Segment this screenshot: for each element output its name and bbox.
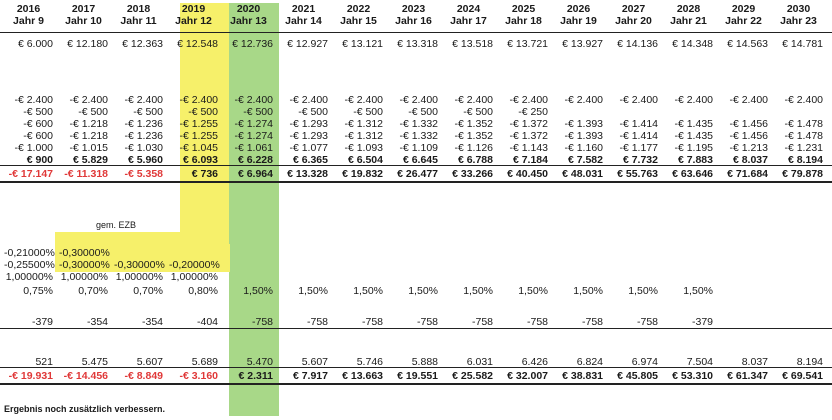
- table-cell: -€ 1.218: [69, 130, 108, 142]
- table-cell: -379: [31, 316, 53, 328]
- table-cell: -€ 1.293: [289, 118, 328, 130]
- table-cell: € 12.736: [232, 38, 273, 50]
- table-cell: -€ 1.393: [564, 130, 603, 142]
- table-cell: 2029: [731, 3, 756, 15]
- table-cell: -€ 14.456: [63, 370, 108, 382]
- table-cell: € 25.582: [452, 370, 493, 382]
- table-cell: 5.475: [81, 356, 108, 368]
- table-cell: -€ 1.231: [784, 142, 823, 154]
- table-cell: -€ 1.435: [674, 118, 713, 130]
- table-cell: 2018: [126, 3, 151, 15]
- table-cell: -€ 3.160: [179, 370, 218, 382]
- table-cell: -€ 500: [353, 106, 383, 118]
- table-cell: Jahr 9: [13, 15, 44, 27]
- table-cell: € 63.646: [672, 168, 713, 180]
- table-cell: -€ 1.177: [619, 142, 658, 154]
- table-cell: € 14.563: [727, 38, 768, 50]
- table-cell: € 26.477: [397, 168, 438, 180]
- table-cell: -€ 1.312: [344, 118, 383, 130]
- table-cell: 1,50%: [683, 285, 713, 297]
- table-cell: -€ 1.435: [674, 130, 713, 142]
- table-cell: € 6.645: [402, 154, 438, 166]
- note-text: Ergebnis noch zusätzlich verbessern.: [4, 404, 166, 414]
- table-cell: 2024: [456, 3, 481, 15]
- subtotal-line-2: [0, 367, 832, 368]
- table-cell: -€ 1.093: [344, 142, 383, 154]
- table-cell: € 32.007: [507, 370, 548, 382]
- table-cell: -€ 1.414: [619, 130, 658, 142]
- table-cell: € 6.964: [237, 168, 273, 180]
- table-cell: 1,00000%: [60, 271, 108, 283]
- table-cell: -€ 1.109: [399, 142, 438, 154]
- table-cell: 0,70%: [133, 285, 163, 297]
- total-line: [0, 181, 832, 183]
- table-cell: € 38.831: [562, 370, 603, 382]
- table-cell: € 71.684: [727, 168, 768, 180]
- table-cell: € 45.805: [617, 370, 658, 382]
- table-cell: 5.689: [191, 356, 218, 368]
- table-cell: -0,30000%: [59, 247, 110, 259]
- table-cell: 2016: [16, 3, 41, 15]
- table-cell: 0,80%: [188, 285, 218, 297]
- table-cell: -€ 1.195: [674, 142, 713, 154]
- table-cell: -758: [251, 316, 273, 328]
- table-cell: -€ 1.274: [234, 130, 273, 142]
- highlight-ezb-label: [55, 232, 180, 244]
- table-cell: 1,50%: [298, 285, 328, 297]
- table-cell: 2027: [621, 3, 646, 15]
- table-cell: € 7.917: [292, 370, 328, 382]
- table-cell: € 69.541: [782, 370, 823, 382]
- table-cell: -€ 1.255: [179, 118, 218, 130]
- table-cell: 6.824: [576, 356, 603, 368]
- table-cell: -€ 2.400: [234, 94, 273, 106]
- table-cell: € 33.266: [452, 168, 493, 180]
- table-cell: Jahr 20: [615, 15, 652, 27]
- table-cell: € 61.347: [727, 370, 768, 382]
- table-cell: € 13.328: [287, 168, 328, 180]
- table-cell: € 12.180: [67, 38, 108, 50]
- table-cell: 6.031: [466, 356, 493, 368]
- table-cell: € 7.732: [622, 154, 658, 166]
- table-cell: -€ 1.236: [124, 118, 163, 130]
- table-cell: -€ 500: [133, 106, 163, 118]
- table-cell: -€ 500: [23, 106, 53, 118]
- table-cell: Jahr 22: [725, 15, 762, 27]
- table-cell: -€ 2.400: [124, 94, 163, 106]
- subtotal-line: [0, 165, 832, 166]
- table-cell: € 13.663: [342, 370, 383, 382]
- table-cell: -354: [141, 316, 163, 328]
- table-cell: Jahr 14: [285, 15, 322, 27]
- table-cell: -379: [691, 316, 713, 328]
- table-cell: 1,00000%: [170, 271, 218, 283]
- table-cell: € 7.582: [567, 154, 603, 166]
- table-cell: -€ 2.400: [674, 94, 713, 106]
- table-cell: € 55.763: [617, 168, 658, 180]
- table-cell: -€ 1.274: [234, 118, 273, 130]
- table-cell: Jahr 10: [65, 15, 102, 27]
- table-cell: -758: [361, 316, 383, 328]
- table-cell: -€ 1.332: [399, 130, 438, 142]
- table-cell: -€ 2.400: [344, 94, 383, 106]
- table-cell: € 48.031: [562, 168, 603, 180]
- table-cell: 2019: [181, 3, 206, 15]
- table-cell: 2026: [566, 3, 591, 15]
- table-cell: -0,30000%: [114, 259, 165, 271]
- table-cell: -€ 500: [243, 106, 273, 118]
- table-cell: Jahr 11: [120, 15, 157, 27]
- table-cell: € 12.548: [177, 38, 218, 50]
- table-cell: 5.607: [301, 356, 328, 368]
- table-cell: € 13.121: [342, 38, 383, 50]
- table-cell: € 6.000: [17, 38, 53, 50]
- table-cell: 521: [35, 356, 53, 368]
- table-cell: -758: [526, 316, 548, 328]
- table-cell: -€ 1.393: [564, 118, 603, 130]
- table-cell: € 6.788: [457, 154, 493, 166]
- table-cell: € 6.365: [292, 154, 328, 166]
- table-cell: € 13.518: [452, 38, 493, 50]
- table-cell: 2030: [786, 3, 811, 15]
- table-cell: -€ 19.931: [8, 370, 53, 382]
- table-cell: 1,50%: [518, 285, 548, 297]
- table-cell: -€ 1.456: [729, 130, 768, 142]
- table-cell: € 13.927: [562, 38, 603, 50]
- table-cell: € 5.960: [127, 154, 163, 166]
- table-cell: € 2.311: [238, 370, 273, 382]
- table-cell: -€ 1.015: [69, 142, 108, 154]
- table-cell: € 40.450: [507, 168, 548, 180]
- table-cell: Jahr 15: [340, 15, 377, 27]
- table-cell: € 13.721: [507, 38, 548, 50]
- table-cell: -758: [416, 316, 438, 328]
- table-cell: -€ 600: [23, 130, 53, 142]
- table-cell: -€ 500: [463, 106, 493, 118]
- table-cell: -€ 500: [78, 106, 108, 118]
- table-cell: -€ 5.358: [124, 168, 163, 180]
- table-cell: -€ 1.456: [729, 118, 768, 130]
- table-cell: € 6.228: [237, 154, 273, 166]
- ezb-label: gem. EZB: [96, 220, 137, 230]
- table-cell: 1,50%: [353, 285, 383, 297]
- table-cell: -404: [196, 316, 218, 328]
- table-cell: 1,50%: [243, 285, 273, 297]
- table-cell: Jahr 16: [395, 15, 432, 27]
- table-cell: € 14.136: [617, 38, 658, 50]
- table-cell: -€ 1.218: [69, 118, 108, 130]
- table-cell: -€ 1.372: [509, 130, 548, 142]
- table-cell: -€ 1.312: [344, 130, 383, 142]
- table-cell: € 5.829: [72, 154, 108, 166]
- table-cell: 1,00000%: [5, 271, 53, 283]
- table-cell: € 8.194: [787, 154, 823, 166]
- table-cell: 5.607: [136, 356, 163, 368]
- table-cell: -€ 1.293: [289, 130, 328, 142]
- table-cell: -€ 1.126: [454, 142, 493, 154]
- table-cell: 2017: [71, 3, 96, 15]
- table-cell: Jahr 21: [670, 15, 707, 27]
- table-cell: € 79.878: [782, 168, 823, 180]
- table-cell: Jahr 13: [230, 15, 267, 27]
- table-cell: -€ 500: [298, 106, 328, 118]
- table-cell: 2028: [676, 3, 701, 15]
- table-cell: Jahr 23: [780, 15, 817, 27]
- table-cell: 2020: [236, 3, 261, 15]
- table-cell: -€ 1.213: [729, 142, 768, 154]
- table-cell: -€ 1.061: [234, 142, 273, 154]
- table-cell: -0,20000%: [169, 259, 220, 271]
- table-cell: Jahr 19: [560, 15, 597, 27]
- table-cell: -€ 600: [23, 118, 53, 130]
- table-cell: -€ 2.400: [399, 94, 438, 106]
- table-cell: Jahr 12: [175, 15, 212, 27]
- table-cell: -€ 1.372: [509, 118, 548, 130]
- table-cell: 1,00000%: [115, 271, 163, 283]
- table-cell: -€ 1.255: [179, 130, 218, 142]
- table-cell: 8.037: [741, 356, 768, 368]
- table-cell: -€ 1.414: [619, 118, 658, 130]
- table-cell: -€ 2.400: [784, 94, 823, 106]
- table-cell: 5.470: [246, 356, 273, 368]
- table-cell: -€ 2.400: [289, 94, 328, 106]
- table-cell: -€ 1.352: [454, 118, 493, 130]
- table-cell: 0,75%: [23, 285, 53, 297]
- table-cell: -€ 1.030: [124, 142, 163, 154]
- table-cell: -758: [471, 316, 493, 328]
- table-cell: € 6.093: [182, 154, 218, 166]
- table-cell: 2023: [401, 3, 426, 15]
- table-cell: € 7.883: [677, 154, 713, 166]
- table-cell: 0,70%: [78, 285, 108, 297]
- table-cell: -€ 2.400: [14, 94, 53, 106]
- table-cell: -€ 250: [518, 106, 548, 118]
- table-cell: 1,50%: [628, 285, 658, 297]
- table-cell: -€ 2.400: [454, 94, 493, 106]
- table-cell: -€ 1.160: [564, 142, 603, 154]
- table-cell: € 14.781: [782, 38, 823, 50]
- table-cell: 6.974: [631, 356, 658, 368]
- table-cell: € 12.363: [122, 38, 163, 50]
- table-cell: -0,25500%: [4, 259, 55, 271]
- table-cell: -€ 1.478: [784, 130, 823, 142]
- table-cell: -€ 2.400: [564, 94, 603, 106]
- table-cell: -758: [581, 316, 603, 328]
- table-cell: € 12.927: [287, 38, 328, 50]
- table-cell: -€ 1.236: [124, 130, 163, 142]
- table-cell: 8.194: [796, 356, 823, 368]
- table-cell: -€ 500: [408, 106, 438, 118]
- total-line-2: [0, 383, 832, 385]
- table-cell: € 7.184: [512, 154, 548, 166]
- table-cell: € 900: [26, 154, 53, 166]
- table-cell: -€ 2.400: [69, 94, 108, 106]
- table-cell: 2021: [291, 3, 316, 15]
- table-cell: 5.888: [411, 356, 438, 368]
- table-cell: Jahr 17: [450, 15, 487, 27]
- table-cell: -€ 1.077: [289, 142, 328, 154]
- table-cell: -€ 1.143: [509, 142, 548, 154]
- table-cell: € 53.310: [672, 370, 713, 382]
- table-cell: -758: [306, 316, 328, 328]
- header-underline: [0, 32, 832, 33]
- table-cell: -€ 8.849: [124, 370, 163, 382]
- table-cell: 1,50%: [573, 285, 603, 297]
- divider-line: [0, 328, 832, 329]
- table-cell: Jahr 18: [505, 15, 542, 27]
- table-cell: 5.746: [356, 356, 383, 368]
- table-cell: -€ 500: [188, 106, 218, 118]
- table-cell: € 19.832: [342, 168, 383, 180]
- table-cell: € 6.504: [347, 154, 383, 166]
- table-cell: € 8.037: [732, 154, 768, 166]
- table-cell: -758: [636, 316, 658, 328]
- table-cell: -354: [86, 316, 108, 328]
- table-cell: -€ 2.400: [179, 94, 218, 106]
- table-cell: -€ 1.332: [399, 118, 438, 130]
- table-cell: € 736: [191, 168, 218, 180]
- table-cell: 7.504: [686, 356, 713, 368]
- table-cell: € 14.348: [672, 38, 713, 50]
- table-cell: 1,50%: [408, 285, 438, 297]
- table-cell: -0,21000%: [4, 247, 55, 259]
- table-cell: € 13.318: [397, 38, 438, 50]
- table-cell: -€ 1.478: [784, 118, 823, 130]
- table-cell: -€ 17.147: [8, 168, 53, 180]
- table-cell: 1,50%: [463, 285, 493, 297]
- table-cell: -€ 2.400: [509, 94, 548, 106]
- table-cell: € 19.551: [397, 370, 438, 382]
- table-cell: 2022: [346, 3, 371, 15]
- table-cell: -€ 2.400: [729, 94, 768, 106]
- table-cell: 6.426: [521, 356, 548, 368]
- table-cell: -€ 1.045: [179, 142, 218, 154]
- table-cell: -€ 11.318: [64, 168, 108, 180]
- table-cell: -0,30000%: [59, 259, 110, 271]
- table-cell: -€ 2.400: [619, 94, 658, 106]
- table-cell: 2025: [511, 3, 536, 15]
- table-cell: -€ 1.352: [454, 130, 493, 142]
- table-cell: -€ 1.000: [14, 142, 53, 154]
